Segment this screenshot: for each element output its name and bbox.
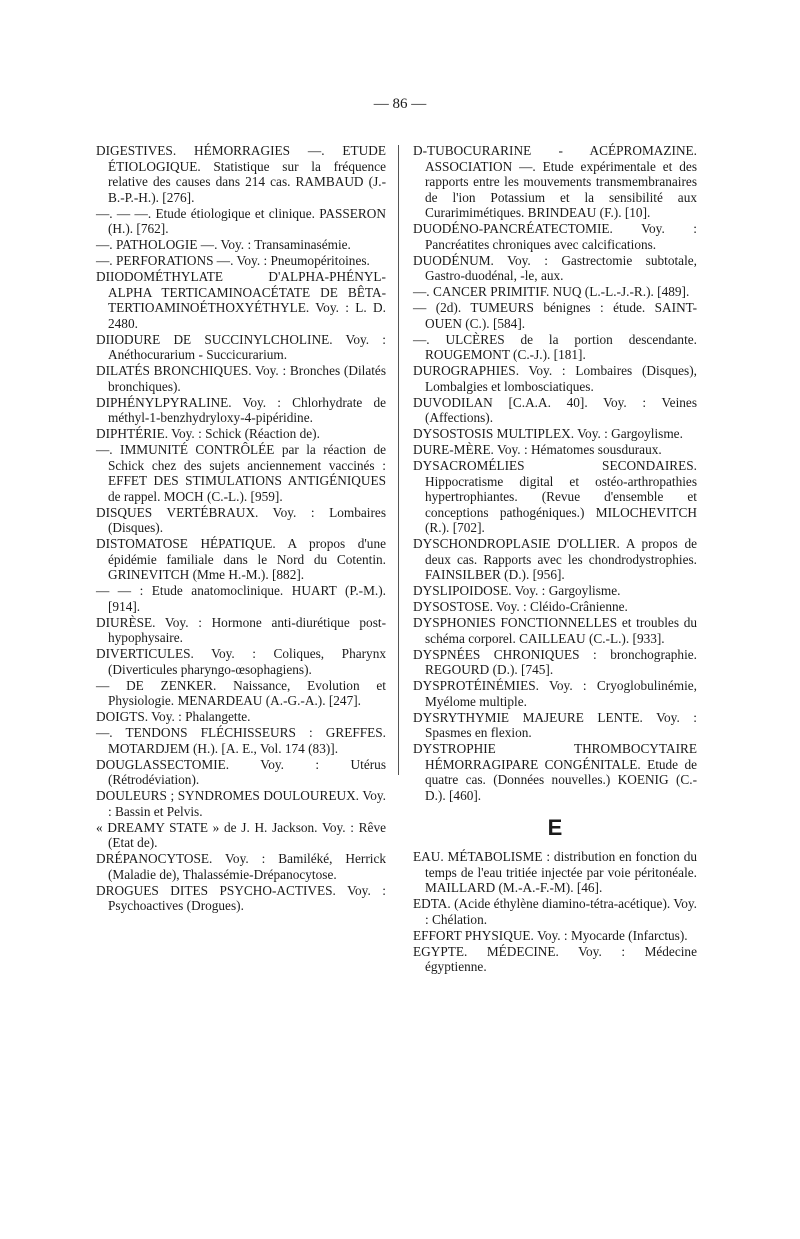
index-column-left (96, 143, 386, 914)
index-entry: — — : Etude anatomoclinique. HUART (P.-M.). [914]. (96, 583, 386, 614)
index-entry: DIURÈSE. Voy. : Hormone anti-diurétique post-hypophysaire. (96, 614, 386, 645)
index-entry: DISTOMATOSE HÉPATIQUE. A propos d'une épidémie familiale dans le Nord du Cotentin. GRINEVITCH (Mme H.-M.). [882]. (96, 536, 386, 582)
index-entry: DUODÉNO-PANCRÉATECTOMIE. Voy. : Pancréatites chroniques avec calcifications. (413, 221, 697, 252)
index-entry: DOIGTS. Voy. : Phalangette. (96, 709, 251, 724)
section-letter-heading: E (547, 815, 563, 840)
index-entry: DOULEURS ; SYNDROMES DOULOUREUX. Voy. : Bassin et Pelvis. (96, 788, 386, 819)
page-number: — 86 — (373, 96, 427, 112)
index-entry: —. ULCÈRES de la portion descendante. ROUGEMONT (C.-J.). [181]. (413, 331, 697, 362)
index-entry: —. PATHOLOGIE —. Voy. : Transaminasémie. (96, 237, 351, 252)
index-entry: DROGUES DITES PSYCHO-ACTIVES. Voy. : Psychoactives (Drogues). (96, 882, 386, 913)
index-entry: DRÉPANOCYTOSE. Voy. : Bamiléké, Herrick (Maladie de), Thalassémie-Drépanocytose. (96, 851, 386, 882)
index-entry: DYSACROMÉLIES SECONDAIRES. Hippocratisme digital et ostéo-arthropathies hypertrophiantes. (Revue d'ensemble et conceptions pathogéniques.) MILOCHEVITCH (R.). [702]. (413, 458, 697, 535)
index-entry: DYSTROPHIE THROMBOCYTAIRE HÉMORRAGIPARE CONGÉNITALE. Etude de quatre cas. (Données nouvelles.) KOENIG (C.-D.). [460]. (413, 741, 697, 803)
index-entries-e (413, 849, 697, 975)
index-entry: DYSPHONIES FONCTIONNELLES et troubles du schéma corporel. CAILLEAU (C.-L.). [933]. (413, 615, 697, 646)
index-entry: DIPHÉNYLPYRALINE. Voy. : Chlorhydrate de méthyl-1-benzhydryloxy-4-pipéridine. (96, 394, 386, 425)
index-entry: DYSPROTÉINÉMIES. Voy. : Cryoglobulinémie, Myélome multiple. (413, 678, 697, 709)
index-entry: DIVERTICULES. Voy. : Coliques, Pharynx (Diverticules pharyngo-œsophagiens). (96, 646, 386, 677)
index-entry: —. TENDONS FLÉCHISSEURS : GREFFES. MOTARDJEM (H.). [A. E., Vol. 174 (83)]. (96, 725, 386, 756)
column-divider (398, 145, 399, 775)
index-entry: DUVODILAN [C.A.A. 40]. Voy. : Veines (Affections). (413, 394, 697, 425)
index-entry: —. CANCER PRIMITIF. NUQ (L.-L.-J.-R.). [489]. (413, 284, 690, 299)
index-entry: EFFORT PHYSIQUE. Voy. : Myocarde (Infarctus). (413, 927, 688, 943)
index-entry: DISQUES VERTÉBRAUX. Voy. : Lombaires (Disques). (96, 504, 386, 535)
index-entry: DUROGRAPHIES. Voy. : Lombaires (Disques), Lombalgies et lombosciatiques. (413, 363, 697, 394)
index-entry: DYSPNÉES CHRONIQUES : bronchographie. REGOURD (D.). [745]. (413, 646, 697, 677)
index-entry: DILATÉS BRONCHIQUES. Voy. : Bronches (Dilatés bronchiques). (96, 363, 386, 394)
index-entry: D-TUBOCURARINE - ACÉPROMAZINE. ASSOCIATION —. Etude expérimentale et des rapports entre les mouvements transmembranaires de l'ion Potassium et la sensibilité aux Curarimimétiques. BRINDEAU (F.). [10]. (413, 143, 697, 220)
index-entry: DYSCHONDROPLASIE D'OLLIER. A propos de deux cas. Rapports avec les chondrodystrophies. FAINSILBER (D.). [956]. (413, 536, 697, 582)
index-entry: DIIODURE DE SUCCINYLCHOLINE. Voy. : Anéthocurarium - Succicurarium. (96, 331, 386, 362)
index-entries-d (413, 143, 697, 803)
index-entry: —. IMMUNITÉ CONTRÔLÉE par la réaction de Schick chez des sujets anciennement vaccinés : EFFET DES STIMULATIONS ANTIGÉNIQUES de rappel. MOCH (C.-L.). [959]. (96, 442, 386, 504)
index-entry: DYSOSTOSIS MULTIPLEX. Voy. : Gargoylisme. (413, 426, 683, 441)
index-entry: —. PERFORATIONS —. Voy. : Pneumopéritoines. (96, 253, 370, 268)
index-entry: EDTA. (Acide éthylène diamino-tétra-acétique). Voy. : Chélation. (413, 896, 697, 927)
index-entry: — DE ZENKER. Naissance, Evolution et Physiologie. MENARDEAU (A.-G.-A.). [247]. (96, 677, 386, 708)
index-entry: DYSLIPOIDOSE. Voy. : Gargoylisme. (413, 583, 621, 598)
index-entry: DIGESTIVES. HÉMORRAGIES —. ETUDE ÉTIOLOGIQUE. Statistique sur la fréquence relative des causes dans 214 cas. RAMBAUD (J.-B.-P.-H.). [276]. (96, 143, 386, 205)
index-entry: DOUGLASSECTOMIE. Voy. : Utérus (Rétrodéviation). (96, 756, 386, 787)
index-entry: — (2d). TUMEURS bénignes : étude. SAINT-OUEN (C.). [584]. (413, 300, 697, 331)
index-entry: EAU. MÉTABOLISME : distribution en fonction du temps de l'eau tritiée injectée par voie péritonéale. MAILLARD (M.-A.-F.-M). [46]. (413, 849, 697, 895)
index-entry: DYSRYTHYMIE MAJEURE LENTE. Voy. : Spasmes en flexion. (413, 709, 697, 740)
index-entry: DIPHTÉRIE. Voy. : Schick (Réaction de). (96, 426, 320, 441)
index-entry: —. — —. Etude étiologique et clinique. PASSERON (H.). [762]. (96, 205, 386, 236)
index-entry: DUODÉNUM. Voy. : Gastrectomie subtotale, Gastro-duodénal, -le, aux. (413, 252, 697, 283)
index-entry: DURE-MÈRE. Voy. : Hématomes sousduraux. (413, 442, 662, 457)
index-entry: « DREAMY STATE » de J. H. Jackson. Voy. : Rêve (Etat de). (96, 819, 386, 850)
index-entry: DYSOSTOSE. Voy. : Cléido-Crânienne. (413, 599, 628, 614)
index-column-right (413, 143, 697, 975)
index-entry: DIIODOMÉTHYLATE D'ALPHA-PHÉNYL-ALPHA TERTICAMINOACÉTATE DE BÊTA-TERTIOAMINOÉTHOXYÉTHYLE. Voy. : L. D. 2480. (96, 269, 386, 331)
index-entry: EGYPTE. MÉDECINE. Voy. : Médecine égyptienne. (413, 943, 697, 974)
